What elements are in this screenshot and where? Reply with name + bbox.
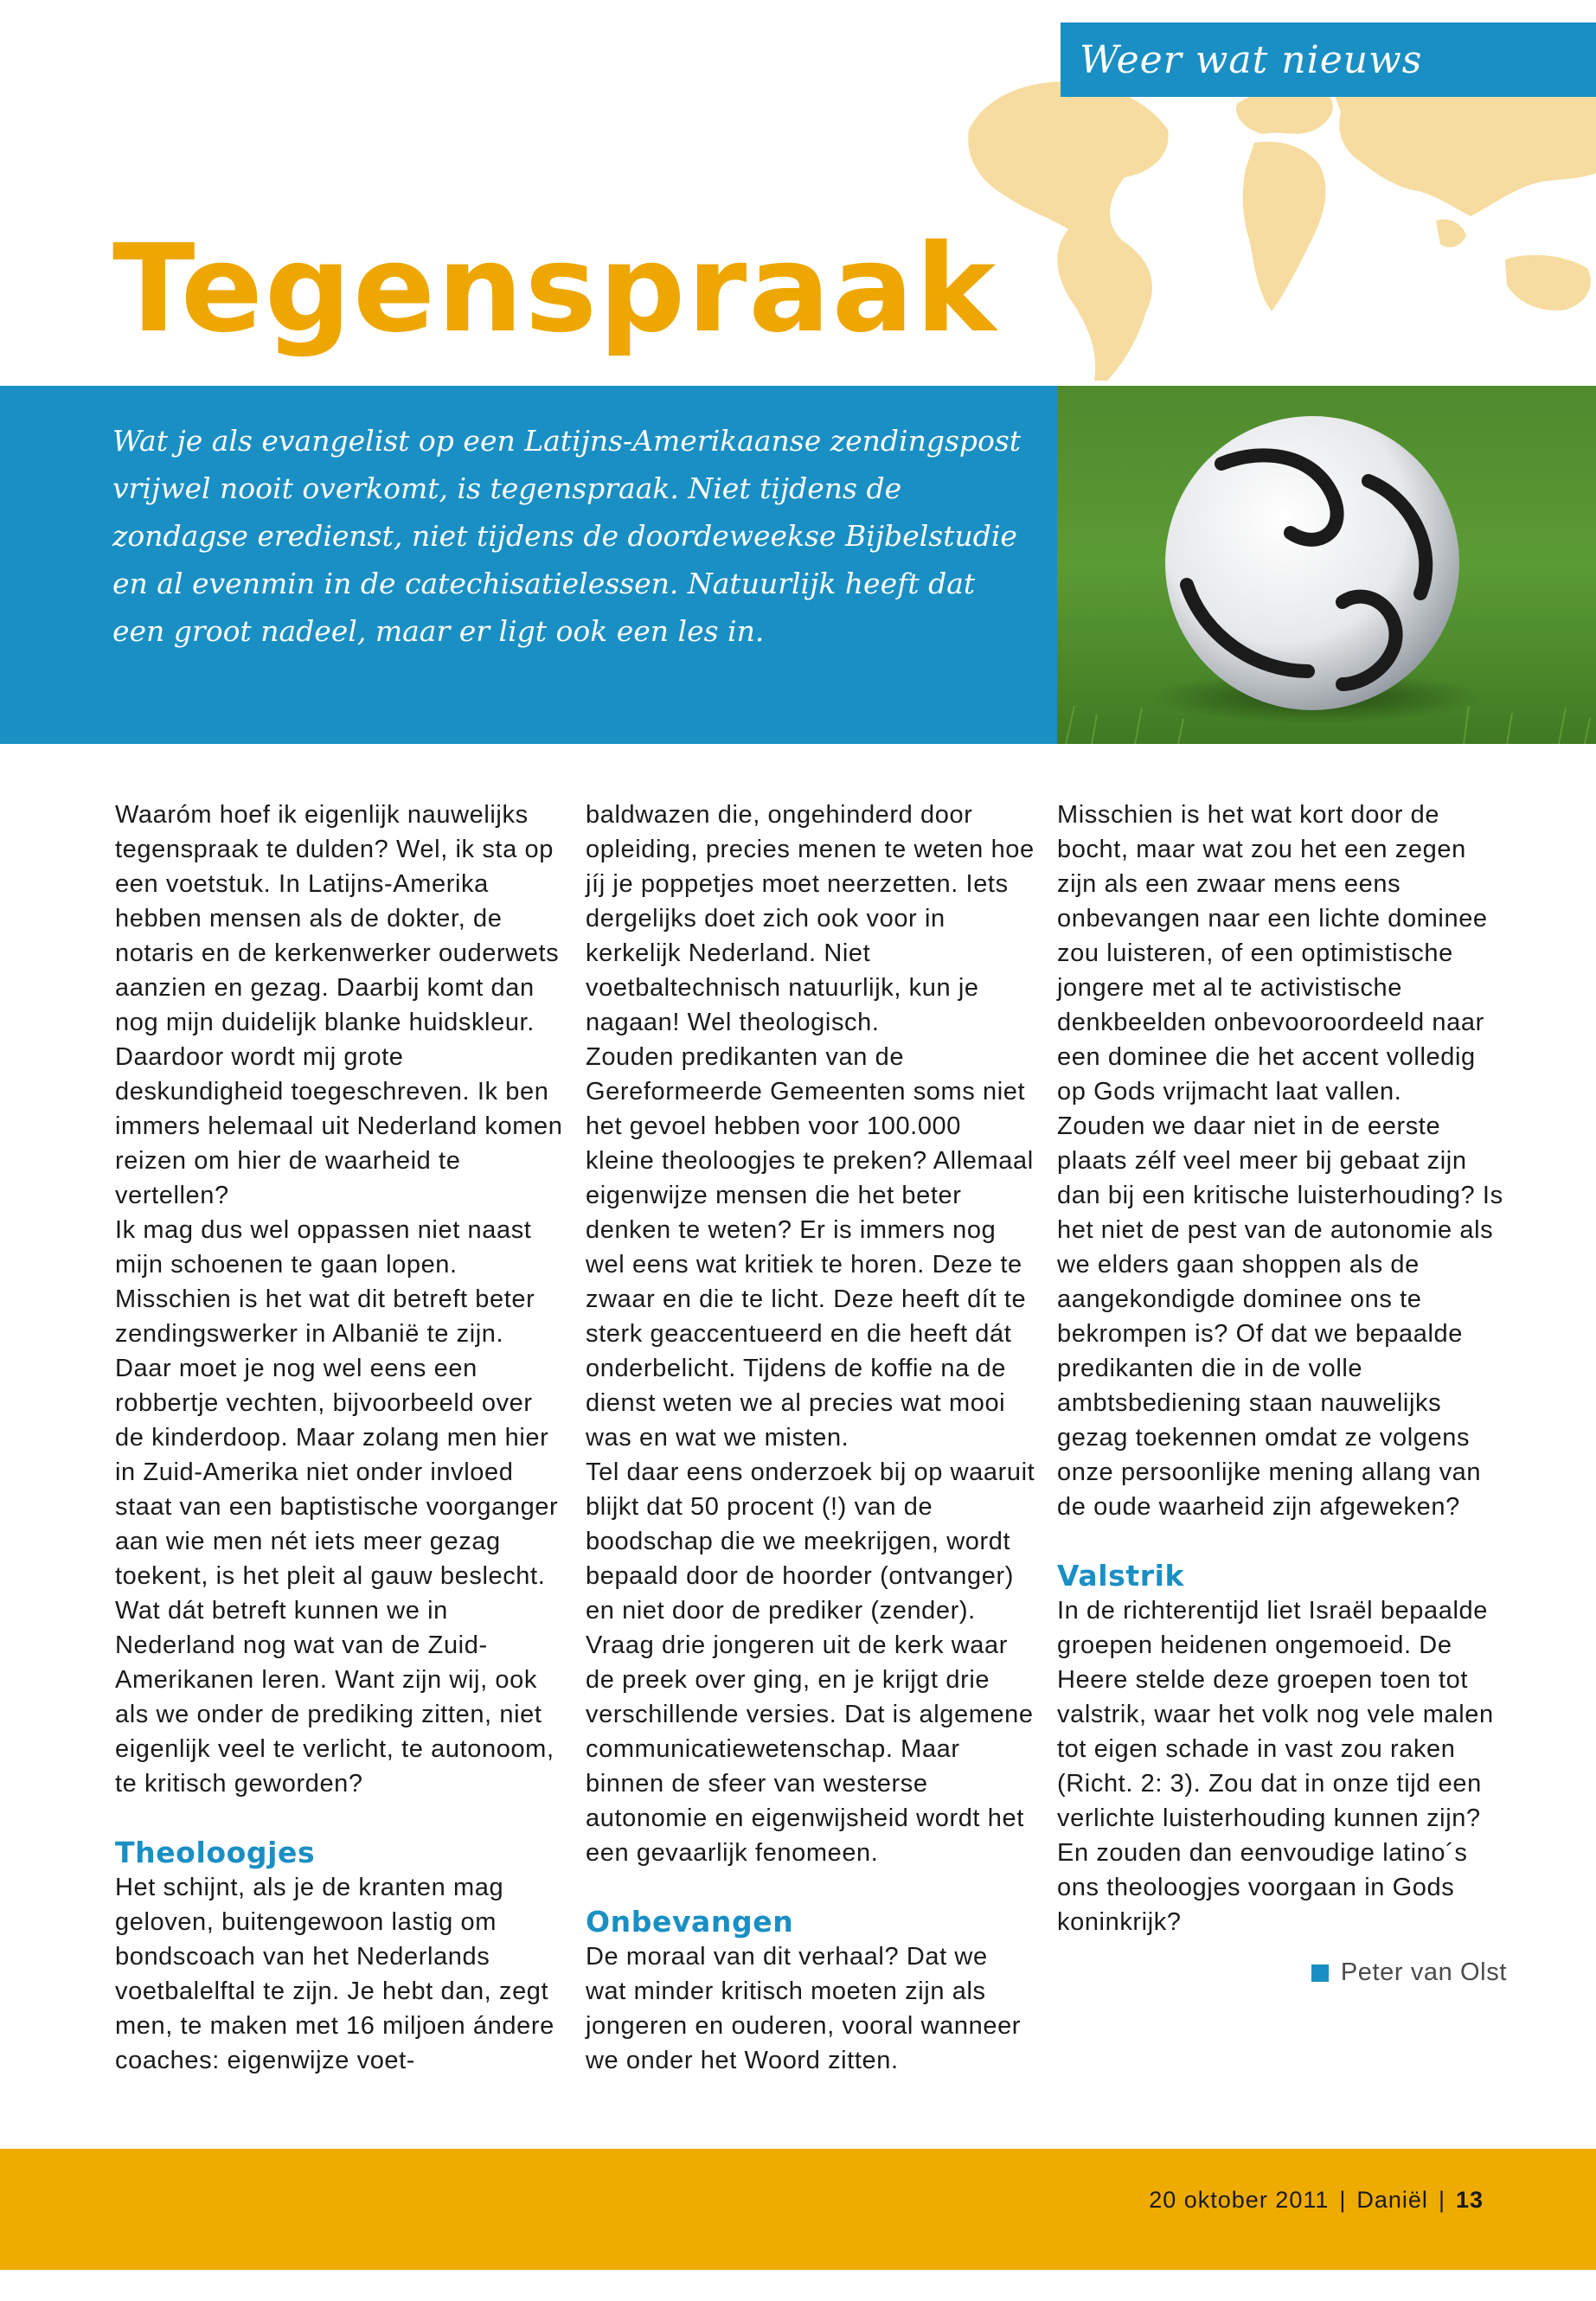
- article-intro: Wat je als evangelist op een Latijns-Amerikaanse zendingspost vrijwel nooit overkomt, is tegenspraak. Niet tijdens de zondagse eredienst, niet tijdens de doordeweekse Bijbelstudie en al evenmin in de catechisatielessen. Natuurlijk heeft dat een groot nadeel, maar er ligt ook een les in.: [112, 424, 1022, 648]
- paragraph: Misschien is het wat kort door de bocht, maar wat zou het een zegen zijn als een zwaar mens eens onbevangen naar een lichte dominee zou luisteren, of een optimistische jongere met al te activistische denkbeelden onbevooroordeeld naar een dominee die het accent volledig op Gods vrijmacht laat vallen.: [1057, 801, 1488, 1106]
- folio: [1149, 2187, 1484, 2214]
- issue-date: 20 oktober 2011: [1149, 2187, 1330, 2213]
- text-column-1: [115, 798, 565, 2078]
- paragraph: Zouden predikanten van de Gereformeerde Gemeenten soms niet het gevoel hebben voor 100.000 kleine theoloogjes te preken? Allemaal eigenwijze mensen die het beter denken te weten? Er is immers nog wel eens wat kritiek te horen. Deze te zwaar en die te licht. Deze heeft dít te sterk geaccentueerd en die heeft dát onderbelicht. Tijdens de koffie na de dienst weten we al precies wat mooi was en wat we misten.: [586, 1043, 1034, 1452]
- folio-separator: |: [1339, 2187, 1347, 2213]
- text-column-2: [586, 798, 1035, 2078]
- paragraph: In de richterentijd liet Israël bepaalde groepen heidenen ongemoeid. De Heere stelde deze groepen toen tot valstrik, waar het volk nog vele malen tot eigen schade in vast zou raken (Richt. 2: 3). Zou dat in onze tijd een verlichte luisterhouding kunnen zijn? En zouden dan eenvoudige latino´s ons theoloogjes voorgaan in Gods koninkrijk?: [1057, 1597, 1494, 1936]
- paragraph: Wat dát betreft kunnen we in Nederland nog wat van de Zuid-Amerikanen leren. Want zijn wij, ook als we onder de prediking zitten, niet eigenlijk veel te verlicht, te autonoom, te kritisch geworden?: [115, 1597, 554, 1798]
- text-column-3: [1057, 798, 1507, 1990]
- page-number: 13: [1455, 2187, 1484, 2213]
- subheading-theoloogjes: Theoloogjes: [115, 1836, 316, 1869]
- paragraph: baldwazen die, ongehinderd door opleiding, precies menen te weten hoe jíj je poppetjes moet neerzetten. Iets dergelijks doet zich ook voor in kerkelijk Nederland. Niet voetbaltechnisch natuurlijk, kun je nagaan! Wel theologisch.: [586, 801, 1035, 1036]
- subheading-onbevangen: Onbevangen: [586, 1905, 794, 1939]
- author-name: Peter van Olst: [1340, 1958, 1507, 1986]
- paragraph: De moraal van dit verhaal? Dat we wat minder kritisch moeten zijn als jongeren en ouderen, vooral wanneer we onder het Woord zitten.: [586, 1943, 1022, 2074]
- section-label-tab: [1061, 22, 1596, 97]
- square-bullet-icon: [1311, 1965, 1329, 1982]
- soccer-ball-photo: [1057, 386, 1596, 744]
- paragraph: Waaróm hoef ik eigenlijk nauwelijks tegenspraak te dulden? Wel, ik sta op een voetstuk. In Latijns-Amerika hebben mensen als de dokter, de notaris en de kerkenwerker ouderwets aanzien en gezag. Daarbij komt dan nog mijn duidelijk blanke huidskleur. Daardoor wordt mij grote deskundigheid toegeschreven. Ik ben immers helemaal uit Nederland komen reizen om hier de waarheid te vertellen?: [115, 801, 563, 1209]
- paragraph: Tel daar eens onderzoek bij op waaruit blijkt dat 50 procent (!) van de boodschap die we meekrijgen, wordt bepaald door de hoorder (ontvanger) en niet door de prediker (zender). Vraag drie jongeren uit de kerk waar de preek over ging, en je krijgt drie verschillende versies. Dat is algemene communicatiewetenschap. Maar binnen de sfeer van westerse autonomie en eigenwijsheid wordt het een gevaarlijk fenomeen.: [586, 1458, 1035, 1867]
- paragraph: Zouden we daar niet in de eerste plaats zélf veel meer bij gebaat zijn dan bij een kritische luisterhouding? Is het niet de pest van de autonomie als we elders gaan shoppen als de aangekondigde dominee ons te bekrompen is? Of dat we bepaalde predikanten die in de volle ambtsbediening staan nauwelijks gezag toekennen omdat ze volgens onze persoonlijke mening allang van de oude waarheid zijn afgeweken?: [1057, 1112, 1503, 1521]
- article-title: Tegenspraak: [112, 219, 998, 360]
- folio-separator: |: [1438, 2187, 1445, 2213]
- subheading-valstrik: Valstrik: [1057, 1559, 1185, 1593]
- author-byline: [1057, 1955, 1507, 1990]
- magazine-name: Daniël: [1356, 2187, 1428, 2213]
- paragraph: Ik mag dus wel oppassen niet naast mijn schoenen te gaan lopen. Misschien is het wat dit betreft beter zendingswerker in Albanië te zijn. Daar moet je nog wel eens een robbertje vechten, bijvoorbeeld over de kinderdoop. Maar zolang men hier in Zuid-Amerika niet onder invloed staat van een baptistische voorganger aan wie men nét iets meer gezag toekent, is het pleit al gauw beslecht.: [115, 1216, 559, 1590]
- page-footer: [0, 2149, 1596, 2270]
- section-label: Weer wat nieuws: [1080, 38, 1423, 82]
- paragraph: Het schijnt, als je de kranten mag geloven, buitengewoon lastig om bondscoach van het Nederlands voetbalelftal te zijn. Je hebt dan, zegt men, te maken met 16 miljoen ándere coaches: eigenwijze voet-: [115, 1874, 554, 2074]
